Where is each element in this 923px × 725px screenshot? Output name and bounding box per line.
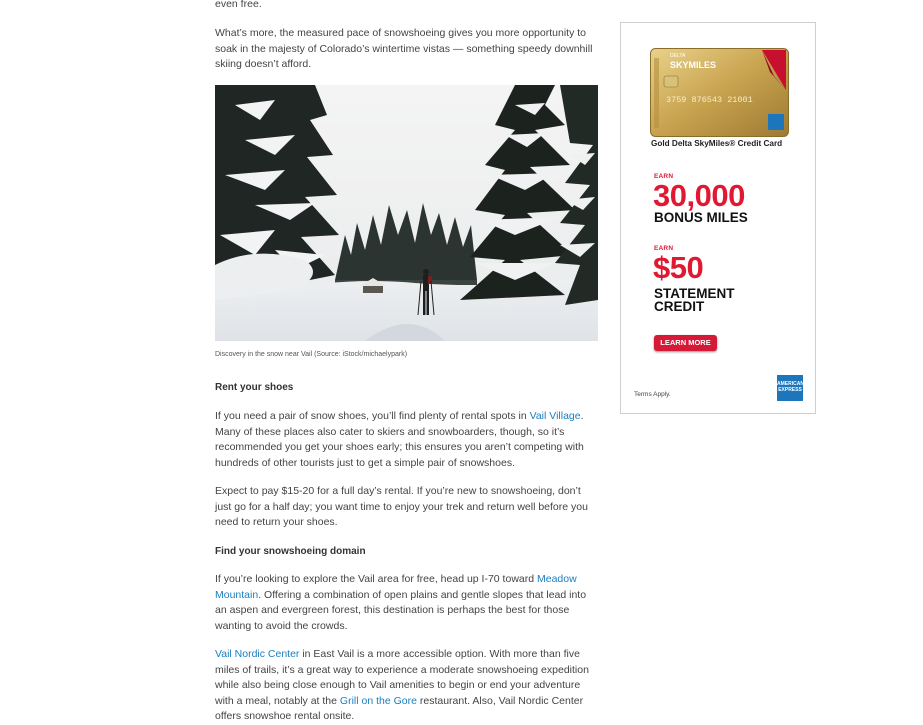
link-grill-on-the-gore[interactable]: Grill on the Gore [339, 694, 417, 707]
bonus-amount: 30,000 [653, 178, 745, 213]
earn-label: EARN [654, 245, 674, 252]
link-meadow-mountain[interactable]: Meadow Mountain [215, 573, 577, 601]
terms-apply-link[interactable]: Terms Apply. [634, 391, 671, 398]
paragraph-text: If you’re looking to explore the Vail area for free, head up I-70 toward [215, 573, 537, 585]
svg-text:SKYMILES: SKYMILES [670, 60, 717, 70]
snow-forest-image [215, 85, 598, 341]
paragraph-text: in East Vail is a more accessible option. With more than five miles of trails, it’s a great way to experience a moderate snowshoeing expedition while also being close enough to Vail amenities to begin or end your adventure with a meal, notably at the [215, 648, 589, 707]
photo-caption: Discovery in the snow near Vail (Source: iStock/michaelypark) [215, 351, 408, 358]
svg-text:3759 876543 21001: 3759 876543 21001 [666, 95, 753, 105]
link-vail-nordic-center[interactable]: Vail Nordic Center [215, 648, 300, 660]
card-name: Gold Delta SkyMiles® Credit Card [651, 139, 783, 148]
article-paragraph: What’s more, the measured pace of snowshoeing gives you more opportunity to soak in the majesty of Colorado’s wintertime vistas — something speedy downhill skiing doesn’t afford. [215, 27, 593, 70]
amex-logo-line1: AMERICAN [777, 381, 804, 387]
credit-amount: $50 [653, 250, 704, 285]
section-heading-rent: Rent your shoes [215, 382, 294, 393]
article-paragraph [215, 409, 599, 471]
credit-description-line2: CREDIT [654, 299, 705, 314]
amex-logo-line2: EXPRESS [778, 387, 802, 393]
article-paragraph: even free. [215, 0, 262, 10]
article-paragraph: Expect to pay $15-20 for a full day’s rental. If you’re new to snowshoeing, don’t just go for a half day; you want time to enjoy your trek and return well before you need to return your shoes. [215, 485, 588, 528]
section-heading-domain: Find your snowshoeing domain [215, 546, 366, 557]
paragraph-text: . Many of these places also cater to skiers and snowboarders, though, so it’s recommended you get your shoes early; this ensures you aren’t competing with hundreds of other tourists just to get a simple pair of snowshoes. [215, 410, 584, 469]
paragraph-text: restaurant. Also, Vail Nordic Center offers snowshoe rental onsite. [215, 694, 584, 722]
credit-description-line1: STATEMENT [654, 286, 735, 301]
article-paragraph [215, 572, 599, 634]
credit-card-image [650, 48, 790, 138]
article-photo [215, 85, 598, 341]
learn-more-button[interactable]: LEARN MORE [654, 335, 717, 351]
article-paragraph [215, 647, 599, 725]
amex-logo [777, 375, 803, 401]
paragraph-text: . Offering a combination of open plains and gentle slopes that lead into an aspen and evergreen forest, this destination is perhaps the best for those wanting to avoid the crowds. [215, 588, 587, 632]
earn-label: EARN [654, 173, 674, 180]
link-vail-village[interactable]: Vail Village [529, 410, 581, 422]
sidebar-advertisement[interactable] [620, 22, 816, 414]
bonus-description: BONUS MILES [654, 210, 748, 225]
svg-text:DELTA: DELTA [670, 53, 686, 59]
paragraph-text: If you need a pair of snow shoes, you’ll find plenty of rental spots in [215, 410, 530, 422]
